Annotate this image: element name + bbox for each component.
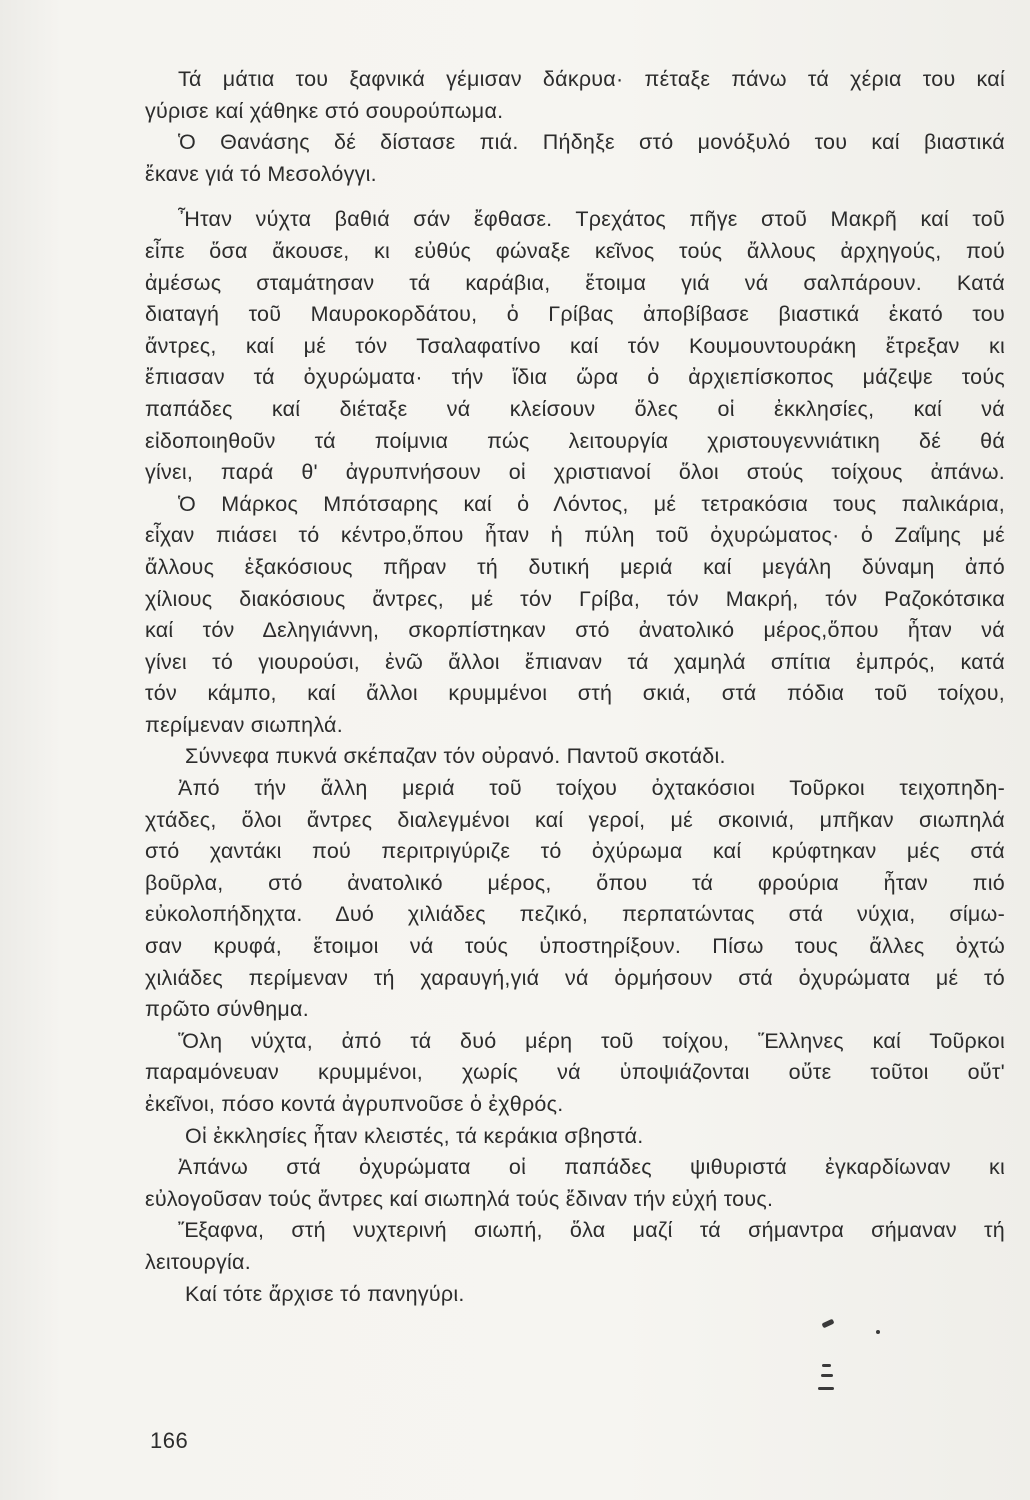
text-line: ἄλλους ἑξακόσιους πῆραν τή δυτική μεριά καί μεγάλη δύναμη ἀπό [145,554,1005,579]
text-line: παραμόνευαν κρυμμένοι, χωρίς νά ὑποψιάζονται οὔτε τοῦτοι οὔτ' [145,1060,1005,1085]
paragraph-gap [145,190,1005,204]
text-line: Ὅλη νύχτα, ἀπό τά δυό μέρη τοῦ τοίχου, Ἕλληνες καί Τοῦρκοι [178,1028,1005,1053]
body-text [145,64,1005,1310]
ink-mark [876,1330,880,1334]
text-line: Ἦταν νύχτα βαθιά σάν ἔφθασε. Τρεχάτος πῆγε στοῦ Μακρῆ καί τοῦ [178,207,1005,232]
text-line: εἶχαν πιάσει τό κέντρο,ὅπου ἦταν ἡ πύλη τοῦ ὀχυρώματος· ὁ Ζαΐμης μέ [145,523,1005,548]
text-line: στό χαντάκι πού περιτριγύριζε τό ὀχύρωμα καί κρύφτηκαν μές στά [145,839,1005,864]
text-line: σαν κρυφά, ἕτοιμοι νά τούς ὑποστηρίξουν. Πίσω τους ἄλλες ὀχτώ [145,934,1005,959]
text-line: παπάδες καί διέταξε νά κλείσουν ὅλες οἱ ἐκκλησίες, καί νά [145,396,1005,421]
text-line: χιλιάδες περίμεναν τή χαραυγή,γιά νά ὁρμήσουν στά ὀχυρώματα μέ τό [145,965,1005,990]
text-line: γύρισε καί χάθηκε στό σουρούπωμα. [145,98,504,123]
text-line: Ὁ Θανάσης δέ δίστασε πιά. Πήδηξε στό μονόξυλό του καί βιαστικά [178,130,1005,155]
text-line: ἐκεῖνοι, πόσο κοντά ἀγρυπνοῦσε ὁ ἐχθρός. [145,1092,564,1116]
text-line: βοῦρλα, στό ἀνατολικό μέρος, ὅπου τά φρούρια ἦταν πιό [145,870,1005,895]
text-line: γίνει τό γιουρούσι, ἐνῶ ἄλλοι ἔπιαναν τά χαμηλά σπίτια ἐμπρός, κατά [145,649,1005,674]
text-line: Ἔξαφνα, στή νυχτερινή σιωπή, ὅλα μαζί τά σήμαντρα σήμαναν τή [178,1218,1005,1243]
text-line: καί τόν Δεληγιάννη, σκορπίστηκαν στό ἀνατολικό μέρος,ὅπου ἦταν νά [145,618,1005,643]
text-line: Τά μάτια του ξαφνικά γέμισαν δάκρυα· πέταξε πάνω τά χέρια του καί [178,67,1005,91]
text-line: Ἀπό τήν ἄλλη μεριά τοῦ τοίχου ὀχτακόσιοι Τοῦρκοι τειχοπηδη- [178,776,1005,801]
text-line: πρῶτο σύνθημα. [145,997,309,1022]
text-line: χτάδες, ὅλοι ἄντρες διαλεγμένοι καί γεροί, μέ σκοινιά, μπῆκαν σιωπηλά [145,807,1005,832]
text-line: εἰδοποιηθοῦν τά ποίμνια πώς λειτουργία χριστουγεννιάτικη δέ θά [145,428,1005,453]
text-line: εὐκολοπήδηχτα. Δυό χιλιάδες πεζικό, περπατώντας στά νύχια, σίμω- [145,902,1005,927]
text-line: Ἀπάνω στά ὀχυρώματα οἱ παπάδες ψιθυριστά ἐγκαρδίωναν κι [178,1155,1005,1180]
text-line: ἄντρες, καί μέ τόν Τσαλαφατίνο καί τόν Κουμουντουράκη ἔτρεξαν κι [145,333,1005,358]
ink-mark [822,1364,831,1367]
text-line: Σύννεφα πυκνά σκέπαζαν τόν οὐρανό. Παντοῦ σκοτάδι. [185,744,726,769]
text-line: περίμεναν σιωπηλά. [145,712,343,737]
text-line: Ὁ Μάρκος Μπότσαρης καί ὁ Λόντος, μέ τετρακόσια τους παλικάρια, [178,491,1005,516]
page-number: 166 [150,1428,189,1453]
text-line: λειτουργία. [145,1249,251,1274]
ink-mark [822,1319,835,1329]
text-line: χίλιους διακόσιους ἄντρες, μέ τόν Γρίβα, τόν Μακρή, τόν Ραζοκότσικα [145,586,1005,611]
text-line: ἔπιασαν τά ὀχυρώματα· τήν ἴδια ὥρα ὁ ἀρχιεπίσκοπος μάζεψε τούς [145,365,1005,390]
text-line: εἶπε ὅσα ἄκουσε, κι εὐθύς φώναξε κεῖνος τούς ἄλλους ἀρχηγούς, πού [145,238,1005,263]
text-line: τόν κάμπο, καί ἄλλοι κρυμμένοι στή σκιά, στά πόδια τοῦ τοίχου, [145,681,1005,706]
text-line: ἔκανε γιά τό Μεσολόγγι. [145,161,377,186]
ink-mark [821,1374,833,1377]
text-line: διαταγή τοῦ Μαυροκορδάτου, ὁ Γρίβας ἀποβίβασε βιαστικά ἑκατό του [145,302,1005,327]
text-line: γίνει, παρά θ' ἀγρυπνήσουν οἱ χριστιανοί ὅλοι στούς τοίχους ἀπάνω. [145,460,1005,485]
text-line: εὐλογοῦσαν τούς ἄντρες καί σιωπηλά τούς ἔδιναν τήν εὐχή τους. [145,1186,774,1211]
ink-mark [818,1387,834,1390]
text-line: Οἱ ἐκκλησίες ἦταν κλειστές, τά κεράκια σβηστά. [185,1123,644,1148]
text-line: ἀμέσως σταμάτησαν τά καράβια, ἕτοιμα γιά νά σαλπάρουν. Κατά [145,270,1005,295]
text-line: Καί τότε ἄρχισε τό πανηγύρι. [185,1281,465,1306]
